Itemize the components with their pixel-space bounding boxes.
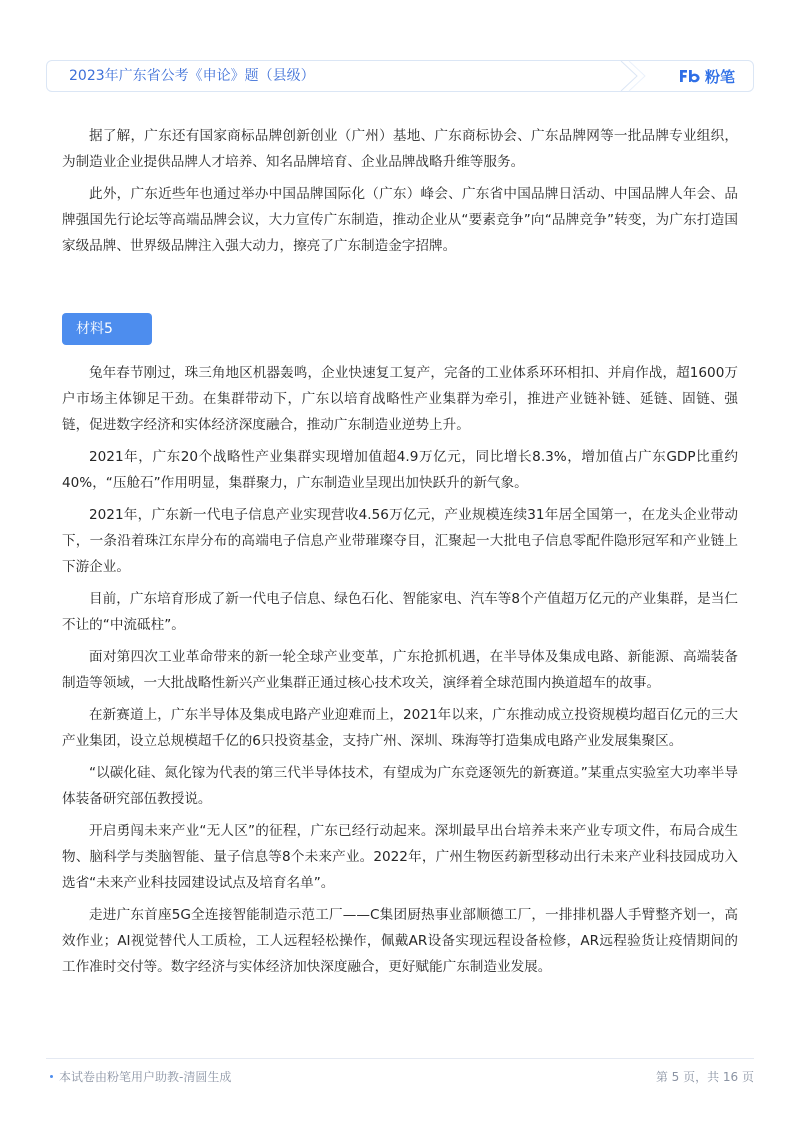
paragraph: 目前，广东培育形成了新一代电子信息、绿色石化、智能家电、汽车等8个产值超万亿元的产业集群，是当仁不让的“中流砥柱”。 xyxy=(62,591,738,633)
paragraph: 兔年春节刚过，珠三角地区机器轰鸣，企业快速复工复产，完备的工业体系环环相扣、并肩作战，超1600万户市场主体铆足干劲。在集群带动下，广东以培育战略性产业集群为牵引，推进产业链补链、延链、固链、强链，促进数字经济和实体经济深度融合，推动广东制造业逆势上升。 xyxy=(62,365,738,433)
brand-name: 粉笔 xyxy=(704,67,735,86)
paragraph: 2021年，广东新一代电子信息产业实现营收4.56万亿元，产业规模连续31年居全国第一，在龙头企业带动下，一条沿着珠江东岸分布的高端电子信息产业带璀璨夺目，汇聚起一大批电子信息零配件隐形冠军和产业链上下游企业。 xyxy=(62,507,738,575)
document-title: 2023年广东省公考《申论》题（县级） xyxy=(69,68,315,84)
material-5-section xyxy=(62,360,738,980)
intro-section xyxy=(62,123,738,259)
footer-divider xyxy=(46,1058,754,1059)
brand xyxy=(679,61,735,91)
paragraph: 走进广东首座5G全连接智能制造示范工厂——C集团厨热事业部顺德工厂，一排排机器人手臂整齐划一，高效作业；AI视觉替代人工质检，工人远程轻松操作，佩戴AR设备实现远程设备检修，AR远程验货让疫情期间的工作准时交付等。数字经济与实体经济加快深度融合，更好赋能广东制造业发展。 xyxy=(62,907,738,975)
paragraph: 2021年，广东20个战略性产业集群实现增加值超4.9万亿元，同比增长8.3%，增加值占广东GDP比重约40%，“压舱石”作用明显，集群聚力，广东制造业呈现出加快跃升的新气象。 xyxy=(62,449,738,491)
paragraph: “以碳化硅、氮化镓为代表的第三代半导体技术，有望成为广东竞逐领先的新赛道。”某重点实验室大功率半导体装备研究部伍教授说。 xyxy=(62,765,738,807)
paragraph: 此外，广东近些年也通过举办中国品牌国际化（广东）峰会、广东省中国品牌日活动、中国品牌人年会、品牌强国先行论坛等高端品牌会议，大力宣传广东制造，推动企业从“要素竞争”向“品牌竞争”转变，为广东打造国家级品牌、世界级品牌注入强大动力，擦亮了广东制造金字招牌。 xyxy=(62,186,738,254)
fenbi-logo-icon xyxy=(679,68,701,84)
material-tag: 材料5 xyxy=(62,313,152,345)
document-header xyxy=(46,60,754,92)
bullet-dot-icon xyxy=(50,1075,53,1078)
paragraph: 面对第四次工业革命带来的新一轮全球产业变革，广东抢抓机遇，在半导体及集成电路、新能源、高端装备制造等领域，一大批战略性新兴产业集群正通过核心技术攻关，演绎着全球范围内换道超车的故事。 xyxy=(62,649,738,691)
footer-generated-by: 本试卷由粉笔用户助教-清圆生成 xyxy=(59,1070,232,1084)
paragraph: 据了解，广东还有国家商标品牌创新创业（广州）基地、广东商标协会、广东品牌网等一批品牌专业组织，为制造业企业提供品牌人才培养、知名品牌培育、企业品牌战略升维等服务。 xyxy=(62,128,738,170)
paragraph: 在新赛道上，广东半导体及集成电路产业迎难而上，2021年以来，广东推动成立投资规模均超百亿元的三大产业集团，设立总规模超千亿的6只投资基金，支持广州、深圳、珠海等打造集成电路产业发展集聚区。 xyxy=(62,707,738,749)
page-number: 第 5 页，共 16 页 xyxy=(655,1070,754,1084)
footer-note xyxy=(50,1068,231,1085)
paragraph: 开启勇闯未来产业“无人区”的征程，广东已经行动起来。深圳最早出台培养未来产业专项文件，布局合成生物、脑科学与类脑智能、量子信息等8个未来产业。2022年，广州生物医药新型移动出行未来产业科技园成功入选省“未来产业科技园建设试点及培育名单”。 xyxy=(62,823,738,891)
